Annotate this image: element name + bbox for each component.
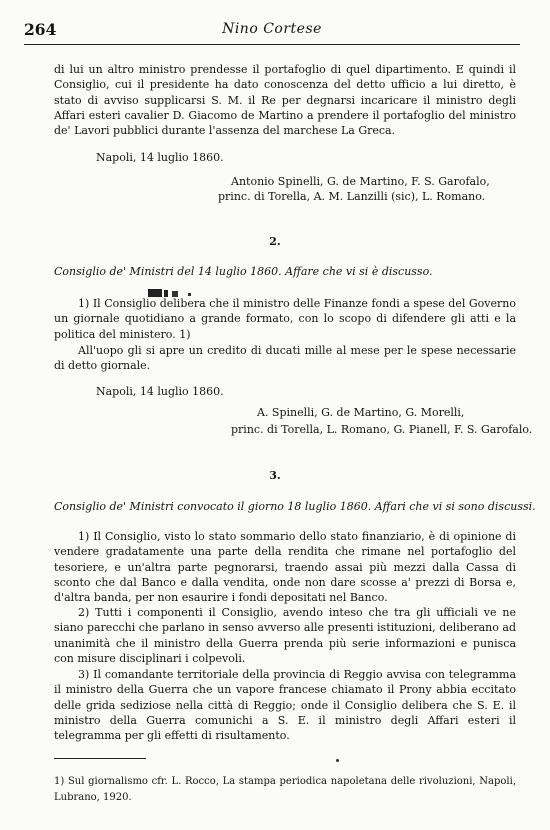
document-2-title: Consiglio de' Ministri del 14 luglio 1860. Affare che vi si è discusso. [54,265,433,278]
page-number: 264 [24,20,57,39]
header-rule [24,44,520,45]
intro-signatures-line-1: Antonio Spinelli, G. de Martino, F. S. Garofalo, [231,175,490,188]
document-number-3: 3. [269,469,281,482]
footnote-text: 1) Sul giornalismo cfr. L. Rocco, La stampa periodica napoletana delle rivoluzioni, Napoli, Lubrano, 1920. [54,776,516,803]
document-2-signatures-line-2: princ. di Torella, L. Romano, G. Pianell, F. S. Garofalo. [231,423,533,436]
document-2-date: Napoli, 14 luglio 1860. [96,385,224,398]
running-header [24,20,520,40]
document-2-paragraph-2: All'uopo gli si apre un credito di ducati mille al mese per le spese necessarie di detto giornale. [54,344,516,373]
document-3-paragraph-1: 1) Il Consiglio, visto lo stato sommario dello stato finanziario, è di opinione di vendere gradatamente una parte della rendita che rimane nel portafoglio del tesoriere, e un'altra parte pegnorarsi, traendo assai più mezzi dalla Cassa di sconto che dal Banco e dalla vendita, onde non dare scosse a' prezzi di Borsa e, d'altra banda, per non esaurire i fondi depositati nel Banco. [54,530,516,605]
running-head-author: Nino Cortese [222,21,322,37]
footnote-rule [54,758,146,759]
stray-ink-dot [336,759,339,762]
document-3-paragraph-3: 3) Il comandante territoriale della provincia di Reggio avvisa con telegramma il ministro della Guerra che un vapore francese chiamato il Prony abbia eccitato delle grida sediziose nella città di Reggio; onde il Consiglio delibera che S. E. il ministro della Guerra comunichi a S. E. il ministro degli Affari esteri il telegramma per gli effetti di risultamento. [54,668,516,743]
intro-signatures-line-2: princ. di Torella, A. M. Lanzilli (sic), L. Romano. [218,190,486,203]
document-3-title: Consiglio de' Ministri convocato il giorno 18 luglio 1860. Affari che vi si sono discussi. [54,500,536,513]
document-2-paragraph-1: 1) Il Consiglio delibera che il ministro delle Finanze fondi a spese del Governo un giornale quotidiano a grande formato, con lo scopo di difendere gli atti e la politica del ministero. 1) [54,297,516,341]
document-2-signatures-line-1: A. Spinelli, G. de Martino, G. Morelli, [257,406,465,419]
intro-paragraph: di lui un altro ministro prendesse il portafoglio di quel dipartimento. E quindi il Consiglio, cui il presidente ha dato conoscenza del detto ufficio a lui diretto, è stato di avviso supplicarsi S. M. il Re per degnarsi incaricare il ministro degli Affari esteri cavalier D. Giacomo de Martino a prendere il portafoglio del ministro de' Lavori pubblici durante l'assenza del marchese La Greca. [54,63,516,138]
intro-date: Napoli, 14 luglio 1860. [96,151,224,164]
document-3-paragraph-2: 2) Tutti i componenti il Consiglio, avendo inteso che tra gli ufficiali ve ne siano parecchi che parlano in senso avverso alle presenti istituzioni, deliberano ad unanimità che il ministro della Guerra prenda più serie informazioni e punisca con misure disciplinari i colpevoli. [54,606,516,665]
document-number-2: 2. [269,235,281,248]
